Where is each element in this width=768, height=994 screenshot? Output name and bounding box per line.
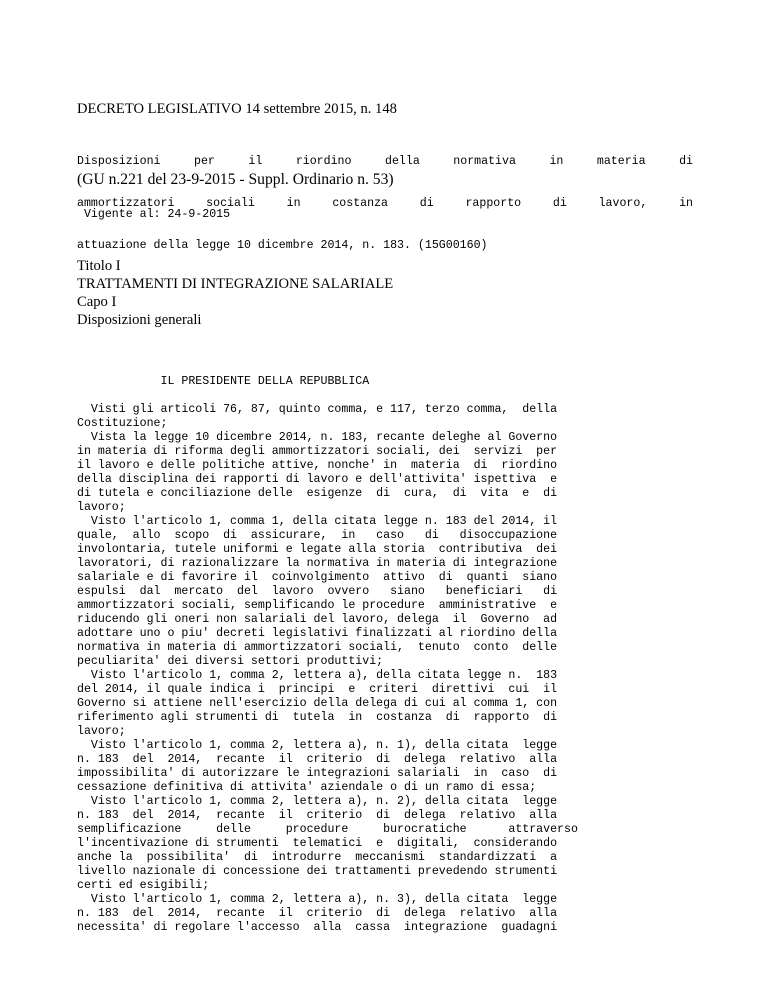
- body-line: normativa in materia di ammortizzatori sociali, tenuto conto delle: [77, 641, 558, 654]
- body-line: l'incentivazione di strumenti telematici e digitali, considerando: [77, 837, 558, 850]
- body-line: n. 183 del 2014, recante il criterio di delega relativo alla: [77, 753, 558, 766]
- body-line: n. 183 del 2014, recante il criterio di delega relativo alla: [77, 907, 558, 920]
- body-line: lavoro;: [77, 501, 126, 514]
- body-line: lavoratori, di razionalizzare la normativa in materia di integrazione: [77, 557, 558, 570]
- vigente-text: Vigente al: 24-9-2015: [83, 208, 231, 221]
- capo-name: Disposizioni generali: [77, 312, 202, 328]
- body-line: Visto l'articolo 1, comma 2, lettera a), n. 1), della citata legge: [77, 739, 558, 752]
- abstract-line: [77, 155, 693, 169]
- body-line: Visto l'articolo 1, comma 2, lettera a), n. 3), della citata legge: [77, 893, 558, 906]
- body-line: Costituzione;: [77, 417, 168, 430]
- body-line: ammortizzatori sociali, semplificando le procedure amministrative e: [77, 599, 558, 612]
- body-line: il lavoro e delle politiche attive, nonche' in materia di riordino: [77, 459, 558, 472]
- abstract-word: materia: [596, 155, 646, 168]
- body-line: Governo si attiene nell'esercizio della delega di cui al comma 1, con: [77, 697, 558, 710]
- body-line: Visti gli articoli 76, 87, quinto comma, e 117, terzo comma, della: [77, 403, 558, 416]
- abstract-word: in: [679, 197, 693, 210]
- abstract-word: sociali: [206, 197, 255, 210]
- abstract-word: ammortizzatori: [77, 197, 175, 210]
- abstract-word: di: [552, 197, 567, 210]
- body-line: certi ed esigibili;: [77, 879, 210, 892]
- abstract-word: il: [248, 155, 263, 168]
- body-line: Vista la legge 10 dicembre 2014, n. 183, recante deleghe al Governo: [77, 431, 558, 444]
- body-line: cessazione definitiva di attivita' aziendale o di un ramo di essa;: [77, 781, 537, 794]
- abstract-word: normativa: [453, 155, 516, 168]
- body-line: adottare uno o piu' decreti legislativi finalizzati al riordino della: [77, 627, 558, 640]
- vigente-date: [77, 208, 230, 222]
- body-line: peculiarita' dei diversi settori produttivi;: [77, 655, 384, 668]
- abstract-word: della: [385, 155, 420, 168]
- body-line: riducendo gli oneri non salariali del lavoro, delega il Governo ad: [77, 613, 558, 626]
- abstract-word: attuazione della legge 10 dicembre 2014, n. 183. (15G00160): [77, 239, 488, 252]
- president-text: IL PRESIDENTE DELLA REPUBBLICA: [160, 375, 370, 388]
- abstract-word: riordino: [295, 155, 352, 168]
- section-heading: [77, 258, 393, 330]
- abstract-word: in: [286, 197, 301, 210]
- abstract-line: [77, 239, 693, 253]
- abstract-word: per: [194, 155, 215, 168]
- body-line: n. 183 del 2014, recante il criterio di delega relativo alla: [77, 809, 558, 822]
- body-line: quale, allo scopo di assicurare, in caso di disoccupazione: [77, 529, 558, 542]
- gazette-reference: (GU n.221 del 23-9-2015 - Suppl. Ordinario n. 53): [77, 171, 394, 188]
- body-line: in materia di riforma degli ammortizzatori sociali, dei servizi per: [77, 445, 558, 458]
- body-line: Visto l'articolo 1, comma 2, lettera a), della citata legge n. 183: [77, 669, 558, 682]
- body-line: di tutela e conciliazione delle esigenze di cura, di vita e di: [77, 487, 558, 500]
- document-body: [77, 403, 578, 935]
- body-line: semplificazione delle procedure burocratiche attraverso: [77, 823, 578, 836]
- body-line: livello nazionale di concessione dei trattamenti prevedendo strumenti: [77, 865, 558, 878]
- body-line: Visto l'articolo 1, comma 2, lettera a), n. 2), della citata legge: [77, 795, 558, 808]
- body-line: involontaria, tutele uniformi e legate alla storia contributiva dei: [77, 543, 558, 556]
- titolo-label: Titolo I: [77, 258, 121, 274]
- body-line: impossibilita' di autorizzare le integrazioni salariali in caso di: [77, 767, 558, 780]
- body-line: salariale e di favorire il coinvolgimento attivo di quanti siano: [77, 571, 558, 584]
- abstract-word: in: [549, 155, 564, 168]
- capo-label: Capo I: [77, 294, 117, 310]
- titolo-name: TRATTAMENTI DI INTEGRAZIONE SALARIALE: [77, 276, 394, 292]
- abstract-word: di: [419, 197, 434, 210]
- body-line: riferimento agli strumenti di tutela in costanza di rapporto di: [77, 711, 558, 724]
- document-title: DECRETO LEGISLATIVO 14 settembre 2015, n. 148: [77, 101, 397, 117]
- abstract-word: rapporto: [465, 197, 522, 210]
- body-line: del 2014, il quale indica i principi e criteri direttivi cui il: [77, 683, 558, 696]
- abstract-word: di: [679, 155, 693, 168]
- body-line: necessita' di regolare l'accesso alla cassa integrazione guadagni: [77, 921, 558, 934]
- body-line: anche la possibilita' di introdurre meccanismi standardizzati a: [77, 851, 558, 864]
- abstract-word: costanza: [332, 197, 388, 210]
- abstract-word: Disposizioni: [77, 155, 161, 168]
- abstract-word: lavoro,: [598, 197, 648, 210]
- body-line: espulsi dal mercato del lavoro ovvero siano beneficiari di: [77, 585, 558, 598]
- body-line: della disciplina dei rapporti di lavoro e dell'attivita' ispettiva e: [77, 473, 558, 486]
- body-line: lavoro;: [77, 725, 126, 738]
- president-heading: [77, 375, 369, 389]
- body-line: Visto l'articolo 1, comma 1, della citata legge n. 183 del 2014, il: [77, 515, 558, 528]
